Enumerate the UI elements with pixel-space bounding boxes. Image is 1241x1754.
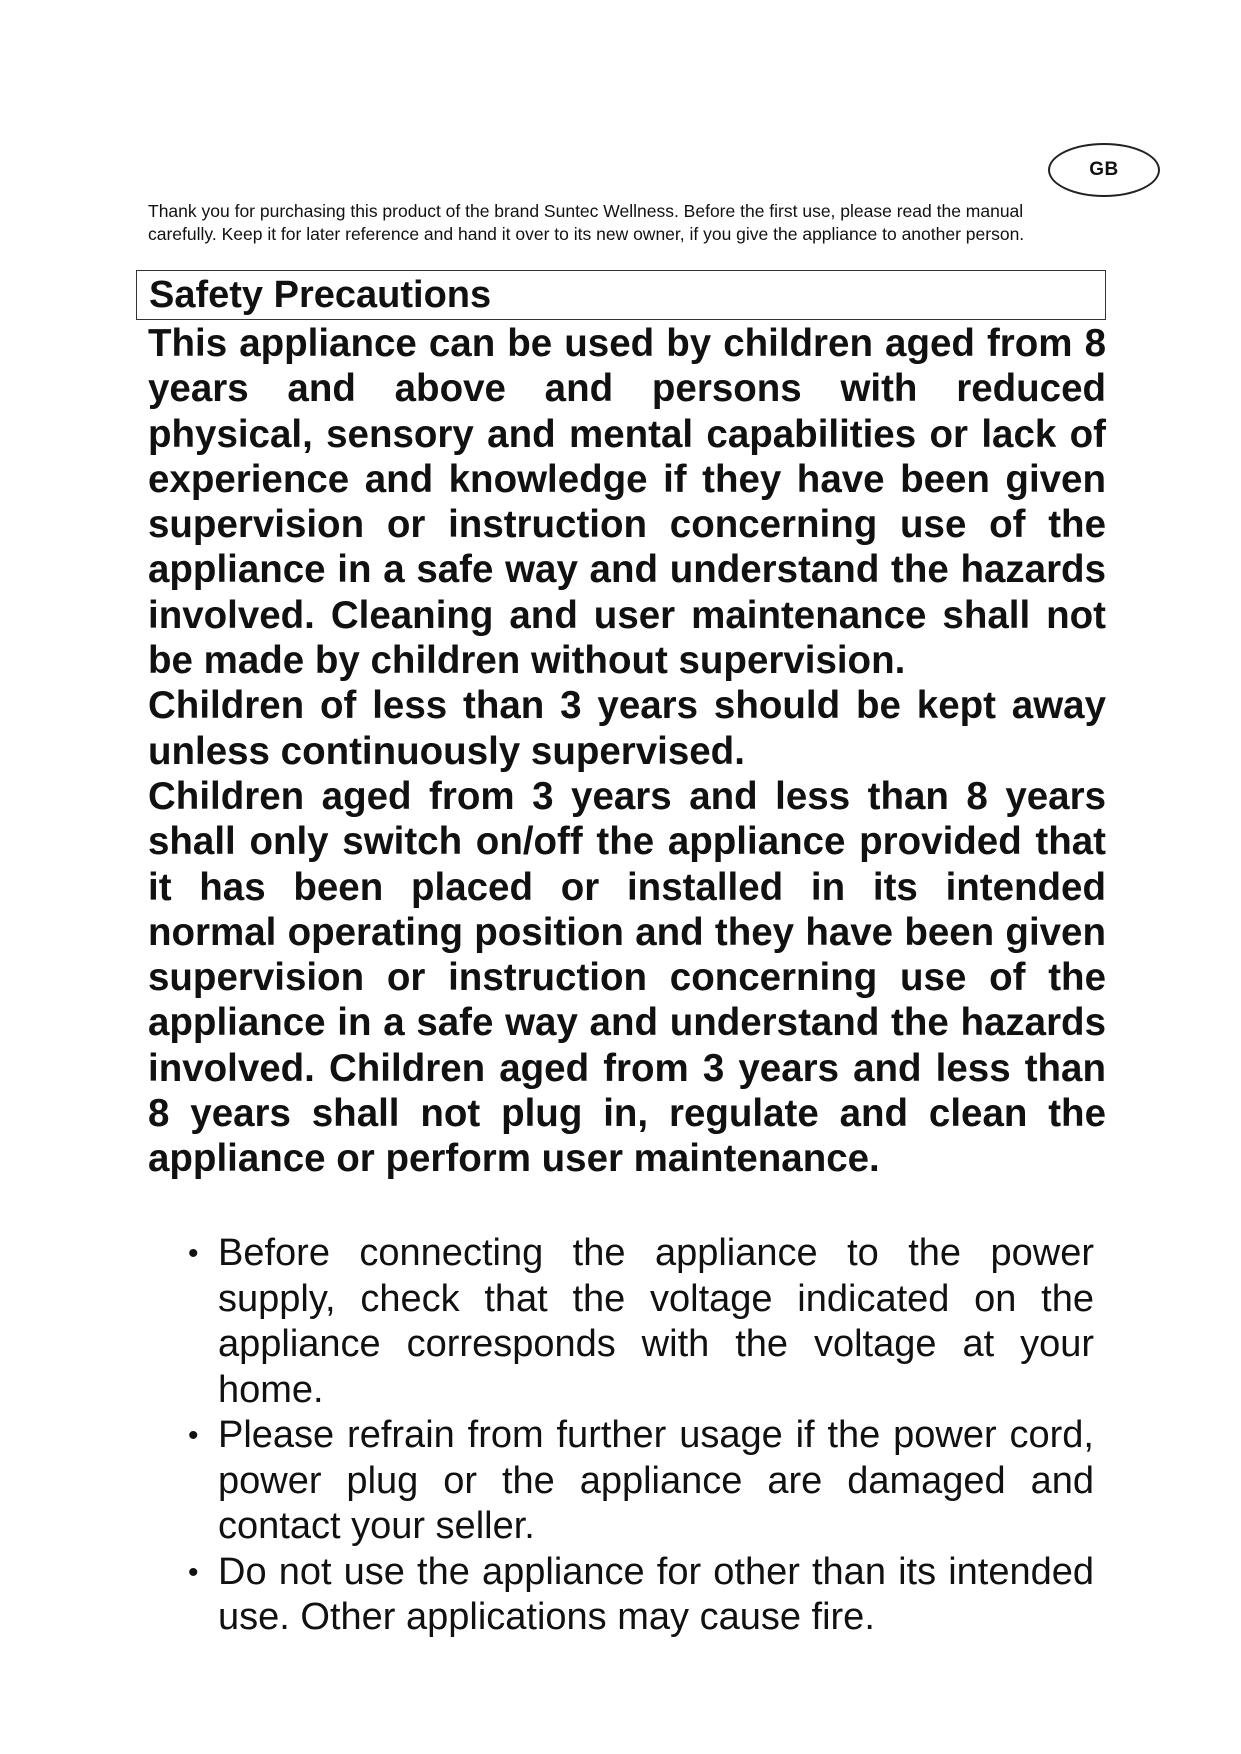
bullet-icon: • <box>188 1555 199 1589</box>
list-item-text: Before connecting the appliance to the power supply, check that the voltage indicated on the appliance corresponds with the voltage at your home. <box>218 1232 1094 1411</box>
section-heading-box <box>136 270 1106 320</box>
intro-paragraph: Thank you for purchasing this product of the brand Suntec Wellness. Before the first use, please read the manual carefully. Keep it for later reference and hand it over to its new owner, if you give the appliance to another person. <box>148 201 1025 244</box>
list-item <box>148 1550 1094 1641</box>
language-badge <box>1048 143 1160 197</box>
warning-paragraph: Children aged from 3 years and less than 8 years shall only switch on/off the appliance provided that it has been placed or installed in its intended normal operating position and they have been given supervision or instruction concerning use of the appliance in a safe way and understand the hazards involved. Children aged from 3 years and less than 8 years shall not plug in, regulate and clean the appliance or perform user maintenance. <box>148 774 1106 1181</box>
safety-bullet-list <box>148 1231 1094 1641</box>
bullet-icon: • <box>188 1237 199 1270</box>
section-title: Safety Precautions <box>149 273 492 316</box>
list-item <box>148 1413 1094 1550</box>
list-item <box>148 1231 1094 1413</box>
list-item-text: Do not use the appliance for other than its intended use. Other applications may cause fire. <box>218 1550 1094 1638</box>
language-badge-label: GB <box>1089 159 1119 180</box>
warning-block <box>148 321 1106 1182</box>
list-item-text: Please refrain from further usage if the power cord, power plug or the appliance are damaged and contact your seller. <box>218 1414 1094 1547</box>
bullet-icon: • <box>188 1419 199 1452</box>
warning-paragraph: This appliance can be used by children aged from 8 years and above and persons with reduced physical, sensory and mental capabilities or lack of experience and knowledge if they have been given supervision or instruction concerning use of the appliance in a safe way and understand the hazards involved. Cleaning and user maintenance shall not be made by children without supervision. <box>148 322 1106 683</box>
warning-paragraph: Children of less than 3 years should be kept away unless continuously supervised. <box>148 684 1106 773</box>
